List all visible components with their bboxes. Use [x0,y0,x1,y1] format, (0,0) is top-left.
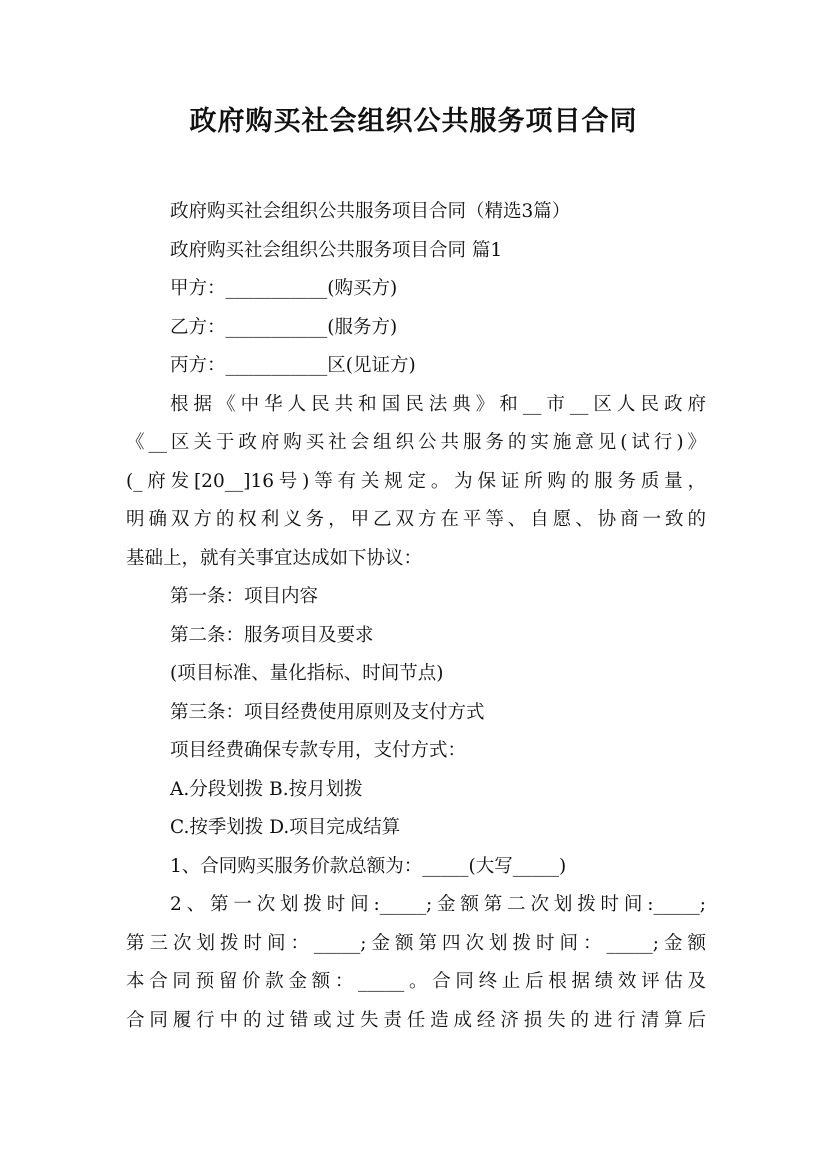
paragraph-line: 项目经费确保专款专用，支付方式： [170,740,467,761]
paragraph-line: (_府发[20__]16号)等有关规定。为保证所购的服务质量， [126,470,706,492]
paragraph-line: 第三次划拨时间：_____;金额第四次划拨时间：_____;金额 [126,932,706,954]
party-a-line: 甲方：___________(购买方) [170,278,398,299]
article-heading: 第三条：项目经费使用原则及支付方式 [170,701,485,723]
paragraph-line: 明确双方的权利义务，甲乙双方在平等、自愿、协商一致的 [126,509,706,530]
payment-option-line: C.按季划拨 D.项目完成结算 [170,817,401,838]
paragraph-line: 本合同预留价款金额：_____。合同终止后根据绩效评估及 [126,971,706,992]
paragraph-line: 政府购买社会组织公共服务项目合同（精选3篇） [170,201,571,222]
paragraph-line: (项目标准、量化指标、时间节点) [170,663,444,684]
article-heading: 第二条：服务项目及要求 [170,624,374,646]
paragraph-line: 1、合同购买服务价款总额为：_____(大写_____) [170,855,567,877]
party-b-line: 乙方：___________(服务方) [170,316,398,338]
payment-option-line: A.分段划拨 B.按月划拨 [170,778,363,800]
paragraph-line: 政府购买社会组织公共服务项目合同 篇1 [170,239,503,261]
paragraph-line: 基础上，就有关事宜达成如下协议： [126,547,423,569]
paragraph-line: 《__区关于政府购买社会组织公共服务的实施意见(试行)》 [126,432,706,453]
document-body [126,193,706,1040]
article-heading: 第一条：项目内容 [170,586,319,607]
document-title: 政府购买社会组织公共服务项目合同 [189,106,638,137]
paragraph-line: 2、第一次划拨时间:_____;金额第二次划拨时间:_____; [170,894,706,915]
paragraph-line: 根据《中华人民共和国民法典》和__市__区人民政府 [170,393,706,415]
paragraph-line: 合同履行中的过错或过失责任造成经济损失的进行清算后 [126,1009,706,1031]
party-c-line: 丙方：___________区(见证方) [170,355,416,376]
